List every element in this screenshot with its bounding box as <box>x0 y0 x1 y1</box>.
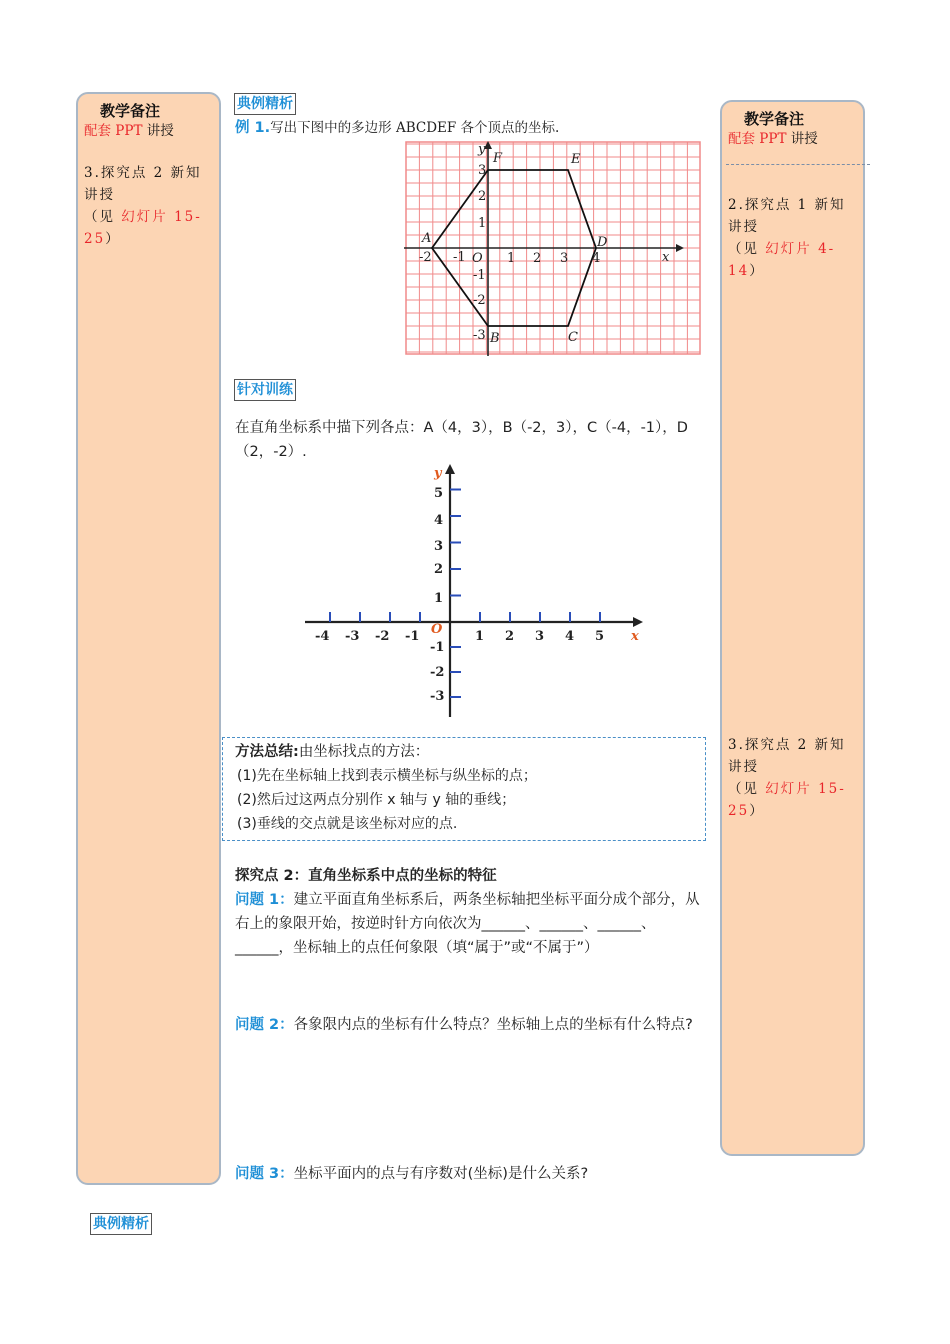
explore-title: 探究点 2：直角坐标系中点的坐标的特征 <box>235 868 497 884</box>
axis-xtick-m4: -4 <box>315 629 330 644</box>
axis-ytick-2: 2 <box>434 562 444 577</box>
q1-text: 建立平面直角坐标系后，两条坐标轴把坐标平面分成个部分，从右上的象限开始，按逆时针方向依次为______、______、______、______，坐标轴上的点任何象限（填“属于”或“不属于”） <box>235 892 700 956</box>
axis-chart <box>300 462 650 720</box>
question-1 <box>235 888 705 960</box>
q2-label: 问题 2： <box>235 1017 294 1033</box>
q2-text: 各象限内点的坐标有什么特点？坐标轴上点的坐标有什么特点? <box>293 1017 693 1033</box>
axis-xtick-1: 1 <box>475 629 485 644</box>
right-item2-text: 3.探究点 2 新知讲授 <box>728 737 846 775</box>
axis-xtick-m2: -2 <box>375 629 390 644</box>
axis-xtick-m1: -1 <box>405 629 420 644</box>
right-item-1 <box>728 194 860 282</box>
question-2 <box>235 1013 705 1037</box>
grid-ytick-1: 1 <box>478 216 487 231</box>
right-item2-slides: 幻灯片 15-25 <box>728 781 846 819</box>
axis-ytick-m3: -3 <box>430 689 445 704</box>
grid-xtick-4: 4 <box>592 251 601 266</box>
right-item1-see: （见 <box>728 241 759 257</box>
summary-title-line <box>235 740 429 764</box>
method-summary-box <box>222 737 706 841</box>
left-ppt-prefix: 配套 <box>84 123 111 139</box>
example-text: 写出下图中的多边形 ABCDEF 各个顶点的坐标. <box>270 120 560 136</box>
axis-ytick-5: 5 <box>434 486 444 501</box>
right-note-title: 教学备注 <box>744 110 805 128</box>
grid-ytick-2: 2 <box>478 189 487 204</box>
right-item2-see: （见 <box>728 781 759 797</box>
grid-ytick-m1: -1 <box>473 268 486 283</box>
axis-ytick-1: 1 <box>434 591 444 606</box>
axis-x-label: x <box>631 629 639 644</box>
left-ppt-suffix: 讲授 <box>146 123 174 139</box>
axis-ytick-m1: -1 <box>430 640 445 655</box>
axis-ytick-4: 4 <box>434 513 444 528</box>
axis-xtick-5: 5 <box>595 629 605 644</box>
grid-xtick-m1: -1 <box>453 250 466 265</box>
axis-y-arrow <box>445 464 455 474</box>
grid-x-label: x <box>662 250 670 265</box>
q3-label: 问题 3： <box>235 1166 294 1182</box>
right-ppt-suffix: 讲授 <box>790 131 818 147</box>
right-ppt: PPT <box>759 131 787 147</box>
grid-ytick-m3: -3 <box>473 328 486 343</box>
right-item1-close: ） <box>749 263 765 279</box>
example-label: 例 1. <box>235 120 271 136</box>
grid-origin-label: O <box>472 251 483 266</box>
axis-origin-label: O <box>431 622 443 637</box>
axis-y-label: y <box>434 466 442 481</box>
vertex-d-label: D <box>597 235 608 250</box>
right-item-2 <box>728 734 860 822</box>
right-divider <box>726 164 870 165</box>
right-item1-text: 2.探究点 1 新知讲授 <box>728 197 846 235</box>
axis-tick-labels <box>315 466 639 704</box>
axis-xtick-2: 2 <box>505 629 515 644</box>
grid-xtick-3: 3 <box>560 251 569 266</box>
left-side-note <box>76 92 221 1185</box>
summary-line-3: (3)垂线的交点就是该坐标对应的点. <box>237 816 458 832</box>
training-text: 在直角坐标系中描下列各点：A（4，3），B（-2，3），C（-4，-1），D（2，-2）. <box>235 420 688 460</box>
vertex-f-label: F <box>493 151 503 166</box>
grid-xtick-1: 1 <box>507 251 516 266</box>
axis-x-arrow <box>633 617 643 627</box>
bottom-example-tag: 典例精析 <box>90 1213 152 1235</box>
summary-line-2: (2)然后过这两点分别作 x 轴与 y 轴的垂线； <box>237 792 516 808</box>
grid-xtick-2: 2 <box>533 251 542 266</box>
axis-ytick-3: 3 <box>434 539 444 554</box>
vertex-a-label: A <box>422 231 432 246</box>
training-tag: 针对训练 <box>234 379 296 401</box>
left-item-text: 3.探究点 2 新知讲授 <box>84 165 202 203</box>
polygon-grid-chart <box>404 140 704 358</box>
vertex-e-label: E <box>571 152 581 167</box>
right-ppt-line <box>728 128 818 150</box>
axis-ticks <box>330 490 600 698</box>
example-line <box>235 116 559 140</box>
q1-label: 问题 1： <box>235 892 294 908</box>
axis-xtick-m3: -3 <box>345 629 360 644</box>
question-3 <box>235 1162 705 1186</box>
left-ppt-line <box>84 120 174 142</box>
left-item-close: ） <box>105 231 121 247</box>
grid-x-arrow <box>676 244 684 252</box>
summary-line-1: (1)先在坐标轴上找到表示横坐标与纵坐标的点； <box>237 768 537 784</box>
right-item2-close: ） <box>749 803 765 819</box>
grid-xtick-m2: -2 <box>419 250 432 265</box>
vertex-c-label: C <box>568 330 578 345</box>
left-item-see: （见 <box>84 209 115 225</box>
example-tag: 典例精析 <box>234 93 296 115</box>
left-item <box>84 162 216 250</box>
axis-xtick-4: 4 <box>565 629 575 644</box>
right-item1-slides: 幻灯片 4-14 <box>728 241 836 279</box>
summary-title-rest: 由坐标找点的方法： <box>298 744 430 760</box>
axis-ytick-m2: -2 <box>430 665 445 680</box>
grid-y-label: y <box>478 142 486 157</box>
summary-title: 方法总结: <box>235 744 299 760</box>
right-ppt-prefix: 配套 <box>728 131 755 147</box>
grid-ytick-3: 3 <box>478 163 487 178</box>
grid-ytick-m2: -2 <box>473 293 486 308</box>
left-note-title: 教学备注 <box>100 102 161 120</box>
vertex-b-label: B <box>490 331 500 346</box>
axis-xtick-3: 3 <box>535 629 545 644</box>
left-ppt: PPT <box>115 123 143 139</box>
left-item-slides: 幻灯片 15-25 <box>84 209 202 247</box>
q3-text: 坐标平面内的点与有序数对(坐标)是什么关系? <box>293 1166 589 1182</box>
right-side-note <box>720 100 865 1156</box>
